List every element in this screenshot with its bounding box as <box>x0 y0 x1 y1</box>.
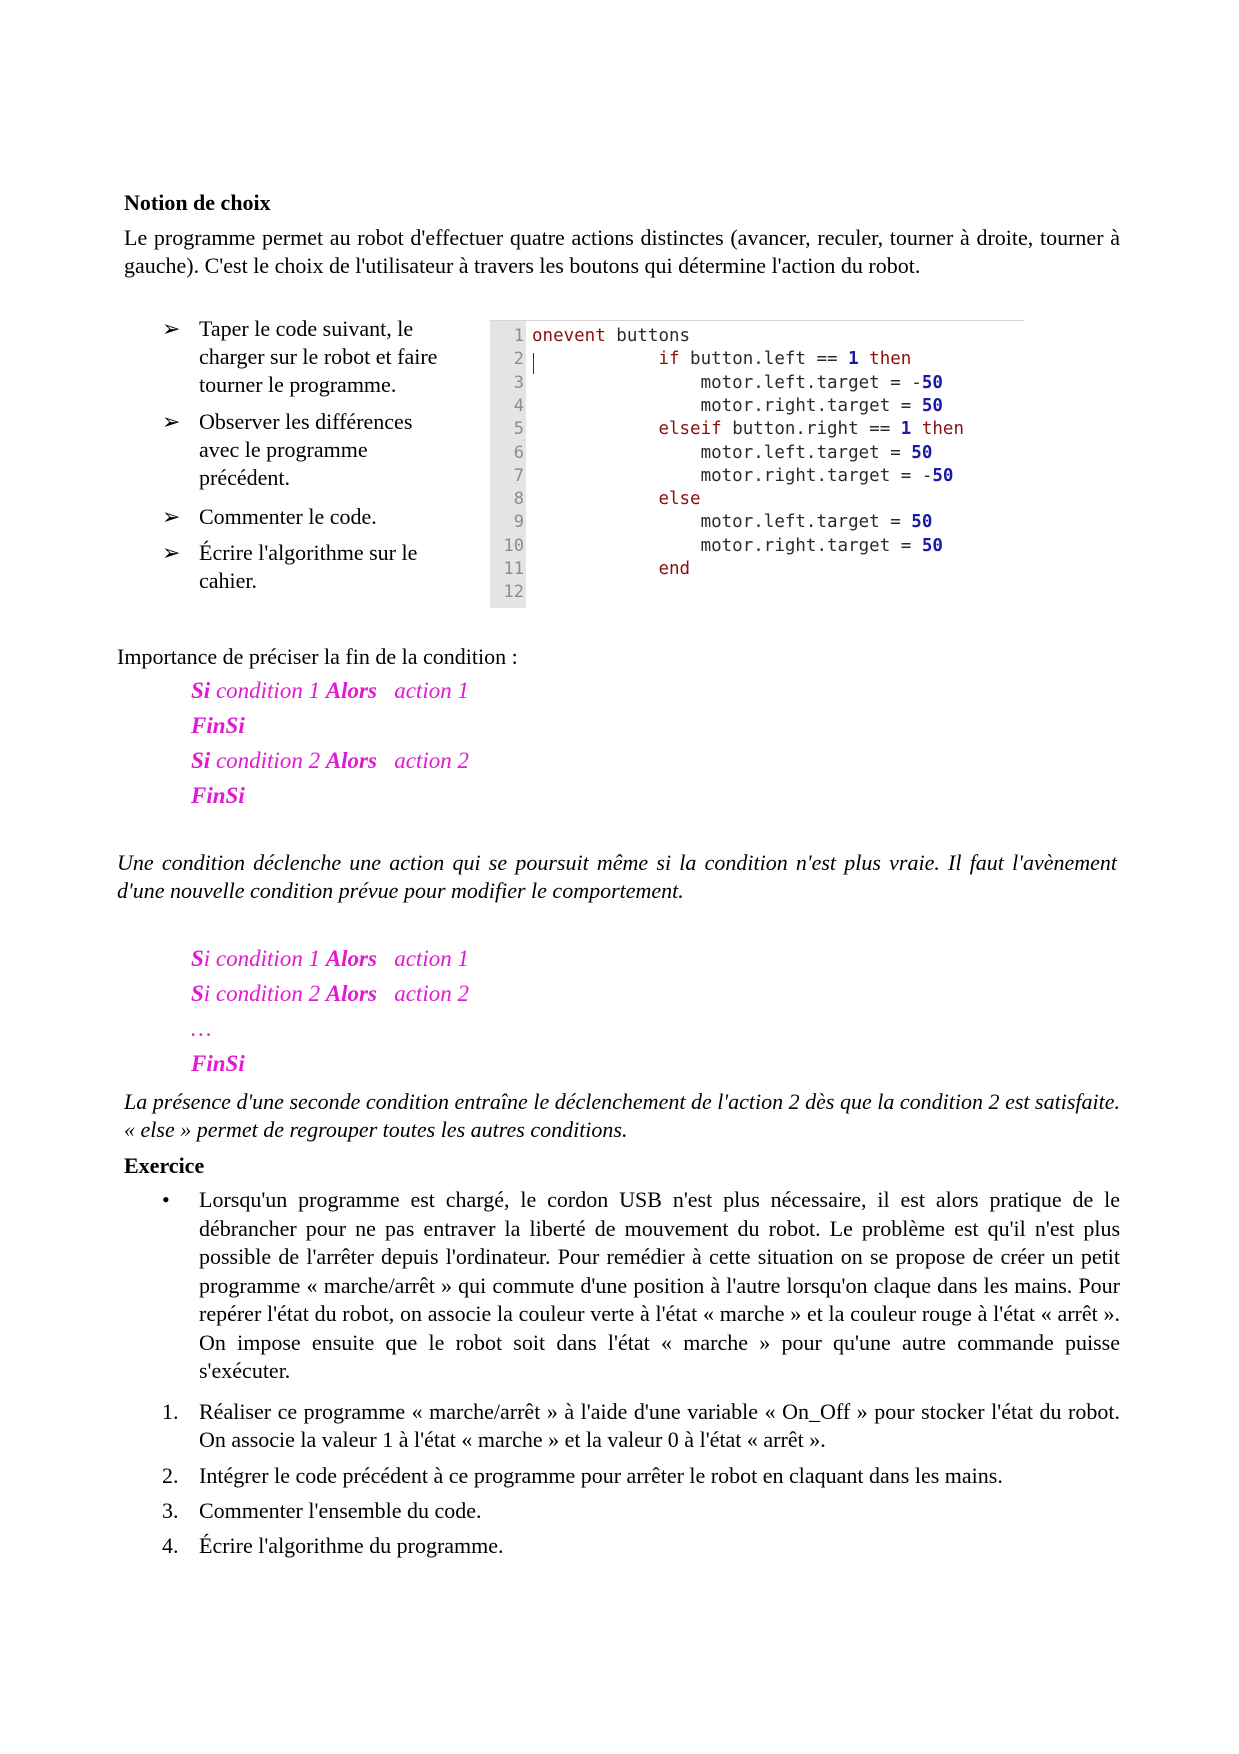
pseudo-line: … <box>191 1016 212 1041</box>
section-title: Notion de choix <box>124 190 271 215</box>
line-number: 11 <box>503 559 524 579</box>
line-number: 1 <box>513 326 524 346</box>
exercise-title: Exercice <box>124 1153 205 1178</box>
line-number: 3 <box>513 372 524 393</box>
item-text: Intégrer le code précédent à ce programme pour arrêter le robot en claquant dans les mains. <box>199 1463 1003 1488</box>
code-line: motor.right.target = 50 <box>700 395 943 416</box>
line-number: 6 <box>513 442 524 463</box>
line-number: 4 <box>513 395 524 416</box>
note-paragraph: Une condition déclenche une action qui se poursuit même si la condition n'est plus vraie. Il faut l'avènement d'une nouvelle condition prévue pour modifier le comportement. <box>117 850 1117 903</box>
pseudo-line: FinSi <box>191 783 245 808</box>
importance-heading: Importance de préciser la fin de la condition : <box>117 644 518 669</box>
step-text: précédent. <box>199 465 290 490</box>
code-line: elseif button.right == 1 then <box>658 419 965 440</box>
line-number: 8 <box>513 489 524 510</box>
code-line: motor.left.target = -50 <box>700 372 943 393</box>
code-editor-screenshot <box>490 320 1024 608</box>
line-number: 9 <box>513 512 524 533</box>
step-text: Observer les différences <box>199 409 413 434</box>
code-line: motor.right.target = -50 <box>700 465 954 486</box>
item-number: 4. <box>162 1533 179 1558</box>
step-text: Commenter le code. <box>199 504 377 529</box>
item-text: Réaliser ce programme « marche/arrêt » à l'aide d'une variable « On_Off » pour stocker l'état du robot. On associe la valeur 1 à l'état « marche » et la valeur 0 à l'état « arrêt ». <box>199 1399 1120 1452</box>
code-line: if button.left == 1 then <box>658 349 912 370</box>
code-line: end <box>658 559 691 579</box>
code-line: motor.right.target = 50 <box>700 535 943 556</box>
item-number: 2. <box>162 1463 179 1488</box>
intro-paragraph: Le programme permet au robot d'effectuer quatre actions distinctes (avancer, reculer, tourner à droite, tourner à gauche). C'est le choix de l'utilisateur à travers les boutons qui détermine l'action du robot. <box>124 225 1120 278</box>
step-text: Écrire l'algorithme sur le <box>199 540 418 565</box>
line-number-gutter <box>490 321 526 608</box>
line-number: 12 <box>503 582 524 603</box>
line-number: 7 <box>513 465 524 486</box>
code-line: motor.left.target = 50 <box>700 442 933 463</box>
item-number: 3. <box>162 1498 179 1523</box>
step-text: cahier. <box>199 568 258 593</box>
line-number: 5 <box>513 419 524 440</box>
pseudo-line: Si condition 1 Alors action 1 <box>191 678 469 703</box>
code-line: onevent buttons <box>532 326 691 346</box>
exercise-intro: Lorsqu'un programme est chargé, le cordon USB n'est plus nécessaire, il est alors pratique de le débrancher pour ne pas entraver la liberté de mouvement du robot. Le problème est qu'il n'est plus possible de l'arrêter depuis l'ordinateur. Pour remédier à cette situation on se propose de créer un petit programme « marche/arrêt » qui commute d'une position à l'autre lorsqu'on claque dans les mains. Pour repérer l'état du robot, on associe la couleur verte à l'état « marche » et la couleur rouge à l'état « arrêt ». On impose ensuite que le robot soit dans l'état « marche » pour qu'une autre commande puisse s'exécuter. <box>199 1187 1120 1383</box>
step-text: charger sur le robot et faire <box>199 344 438 369</box>
item-text: Commenter l'ensemble du code. <box>199 1498 482 1523</box>
arrowhead-bullet-icon: ➢ <box>162 409 181 434</box>
step-text: avec le programme <box>199 437 368 462</box>
dot-bullet-icon: • <box>162 1187 170 1212</box>
code-line: else <box>658 489 701 510</box>
pseudo-line: Si condition 2 Alors action 2 <box>191 981 469 1006</box>
pseudo-line: FinSi <box>191 713 245 738</box>
arrowhead-bullet-icon: ➢ <box>162 540 181 565</box>
item-text: Écrire l'algorithme du programme. <box>199 1533 504 1558</box>
step-text: Taper le code suivant, le <box>199 316 414 341</box>
arrowhead-bullet-icon: ➢ <box>162 316 181 341</box>
pseudo-line: Si condition 2 Alors action 2 <box>191 748 469 773</box>
step-text: tourner le programme. <box>199 372 397 397</box>
line-number: 2 <box>513 349 524 370</box>
arrowhead-bullet-icon: ➢ <box>162 504 181 529</box>
pseudo-line: Si condition 1 Alors action 1 <box>191 946 469 971</box>
item-number: 1. <box>162 1399 179 1424</box>
note-paragraph: La présence d'une seconde condition entraîne le déclenchement de l'action 2 dès que la condition 2 est satisfaite. « else » permet de regrouper toutes les autres conditions. <box>124 1089 1120 1142</box>
code-line: motor.left.target = 50 <box>700 512 933 533</box>
pseudo-line: FinSi <box>191 1051 245 1076</box>
line-number: 10 <box>503 535 524 556</box>
